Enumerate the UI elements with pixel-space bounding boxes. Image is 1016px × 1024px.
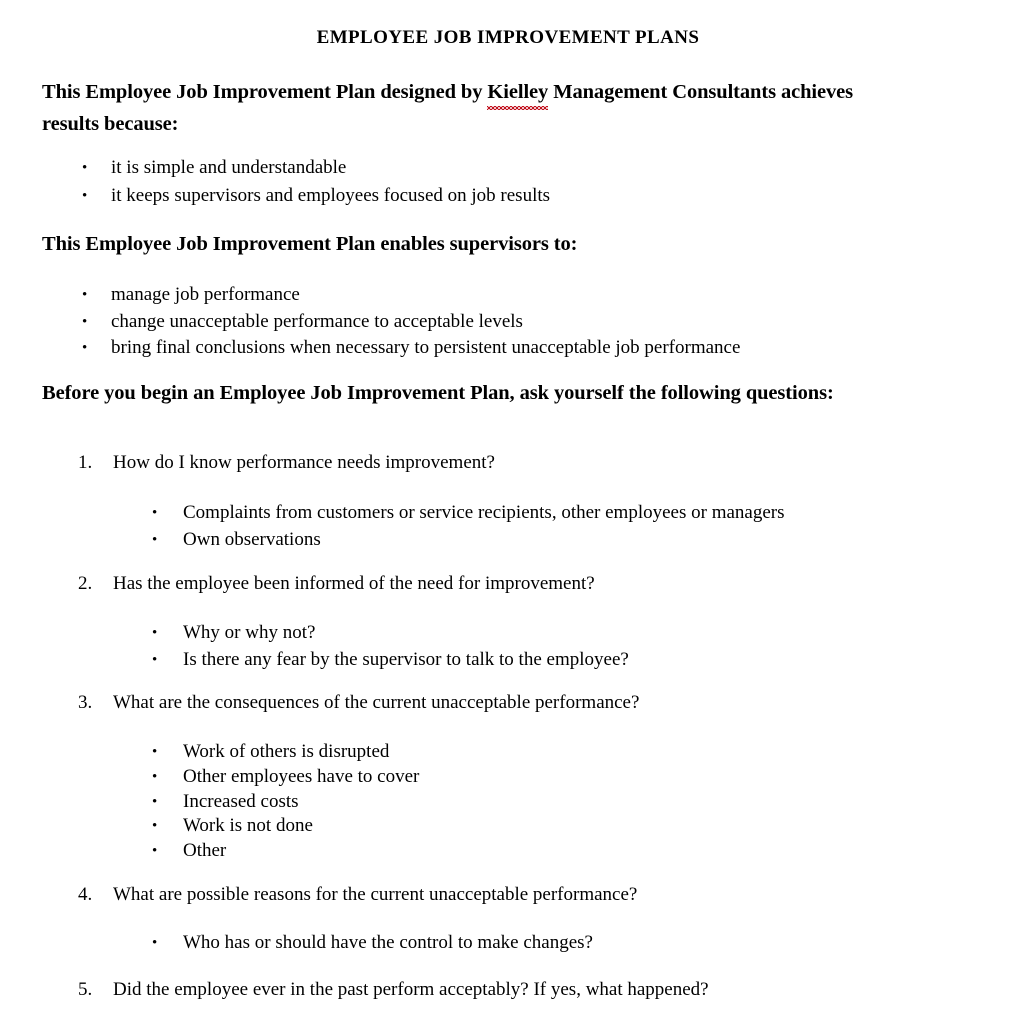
bullet-icon: • (82, 314, 88, 330)
bullet-icon: • (152, 625, 158, 641)
numbered-item-label: What are the consequences of the current unacceptable performance? (113, 692, 640, 713)
list-number: 3. (78, 692, 93, 713)
list-number: 4. (78, 884, 93, 905)
list-item (152, 647, 629, 673)
bullet-icon: • (152, 505, 158, 521)
list-number: 1. (78, 452, 93, 473)
bullet-icon: • (82, 188, 88, 204)
list-item-label: bring final conclusions when necessary to persistent unacceptable job performance (111, 337, 741, 358)
list-item-label: Who has or should have the control to make changes? (183, 932, 593, 953)
page-title: EMPLOYEE JOB IMPROVEMENT PLANS (316, 27, 700, 48)
list-item (152, 527, 321, 553)
list-item-label: Is there any fear by the supervisor to talk to the employee? (183, 649, 629, 670)
bullet-icon: • (82, 160, 88, 176)
list-item (152, 789, 299, 815)
list-item-label: it is simple and understandable (111, 157, 347, 178)
list-item-label: manage job performance (111, 284, 300, 305)
list-item-label: Work of others is disrupted (183, 741, 390, 762)
numbered-item-5 (78, 977, 709, 1003)
list-number: 5. (78, 979, 93, 1000)
list-item-label: Own observations (183, 529, 321, 550)
list-item (152, 500, 785, 526)
bullet-icon: • (152, 532, 158, 548)
bullet-icon: • (152, 818, 158, 834)
numbered-item-label: Has the employee been informed of the need for improvement? (113, 573, 595, 594)
list-item (152, 739, 390, 765)
bullet-icon: • (152, 935, 158, 951)
list-item-label: change unacceptable performance to acceptable levels (111, 311, 523, 332)
bullet-icon: • (82, 340, 88, 356)
list-item-label: Other (183, 840, 227, 861)
misspelled-word-kielley[interactable]: Kielley (487, 76, 548, 108)
bullet-icon: • (82, 287, 88, 303)
list-item (152, 838, 227, 864)
list-item-label: Why or why not? (183, 622, 316, 643)
list-item-label: Other employees have to cover (183, 766, 420, 787)
bullet-icon: • (152, 769, 158, 785)
list-item (152, 813, 313, 839)
intro-heading-part-1: This Employee Job Improvement Plan designed by (42, 81, 488, 103)
questions-heading: Before you begin an Employee Job Improvement Plan, ask yourself the following questions: (42, 382, 834, 404)
list-item-label: Increased costs (183, 791, 299, 812)
list-item (82, 282, 300, 308)
bullet-icon: • (152, 843, 158, 859)
numbered-item-4 (78, 882, 638, 908)
intro-heading (42, 76, 902, 140)
list-number: 2. (78, 573, 93, 594)
list-item (82, 335, 741, 361)
list-item (152, 930, 593, 956)
numbered-item-label: How do I know performance needs improvement? (113, 452, 495, 473)
bullet-icon: • (152, 794, 158, 810)
list-item-label: Complaints from customers or service recipients, other employees or managers (183, 502, 785, 523)
bullet-icon: • (152, 744, 158, 760)
numbered-item-3 (78, 690, 640, 716)
numbered-item-label: Did the employee ever in the past perform acceptably? If yes, what happened? (113, 979, 709, 1000)
numbered-item-2 (78, 571, 595, 597)
enables-heading: This Employee Job Improvement Plan enables supervisors to: (42, 233, 578, 255)
list-item-label: it keeps supervisors and employees focused on job results (111, 185, 551, 206)
bullet-icon: • (152, 652, 158, 668)
numbered-item-1 (78, 450, 495, 476)
numbered-item-label: What are possible reasons for the current unacceptable performance? (113, 884, 638, 905)
list-item (82, 309, 523, 335)
list-item (152, 764, 420, 790)
list-item (82, 155, 347, 181)
intro-heading-part-2: Management Consultants achieves results because: (42, 81, 854, 135)
list-item (82, 183, 551, 209)
list-item-label: Work is not done (183, 815, 313, 836)
list-item (152, 620, 316, 646)
